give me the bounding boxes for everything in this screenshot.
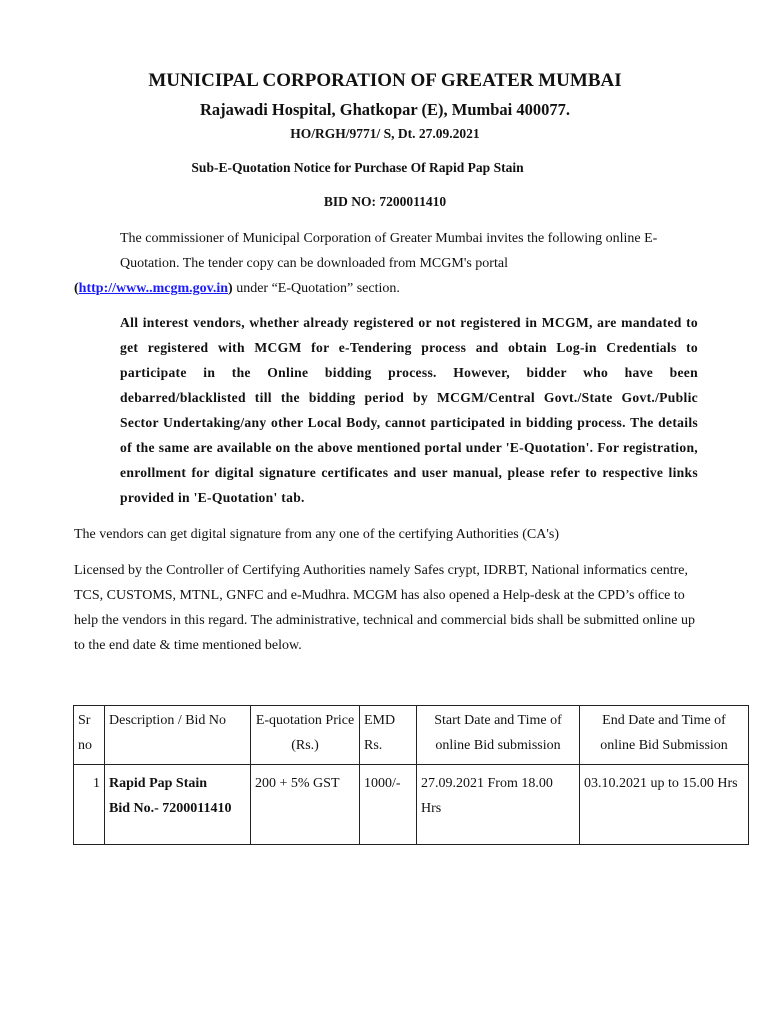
table-header-row: [74, 706, 749, 765]
intro-text: The commissioner of Municipal Corporation of Greater Mumbai invites the following online E-Quotation. The tender copy can be downloaded from MCGM's portal: [120, 231, 658, 271]
header-sr: Sr no: [74, 706, 105, 765]
certifying-authorities-paragraph: Licensed by the Controller of Certifying Authorities namely Safes crypt, IDRBT, National informatics centre, TCS, CUSTOMS, MTNL, GNFC and e-Mudhra. MCGM has also opened a Help-desk at the CPD’s office to help the vendors in this regard. The administrative, technical and commercial bids shall be submitted online up to the end date & time mentioned below.: [74, 563, 696, 653]
row-item-name: Rapid Pap Stain: [109, 776, 208, 791]
link-open-paren: (: [74, 281, 79, 296]
organization-title: MUNICIPAL CORPORATION OF GREATER MUMBAI: [148, 70, 622, 91]
registration-paragraph: [74, 310, 698, 510]
reference-number: HO/RGH/9771/ S, Dt. 27.09.2021: [290, 126, 480, 141]
header-price: E-quotation Price (Rs.): [251, 706, 360, 765]
row-sr: 1: [74, 765, 105, 845]
mcgm-portal-link[interactable]: http://www..mcgm.gov.in: [78, 281, 229, 296]
table-row: [74, 765, 749, 845]
bid-table: [73, 705, 749, 845]
link-close-paren: ): [228, 281, 233, 296]
header-start-date: Start Date and Time of online Bid submission: [417, 706, 580, 765]
intro-text-suffix: under “E-Quotation” section.: [232, 281, 400, 296]
registration-text: All interest vendors, whether already registered or not registered in MCGM, are mandated to get registered with MCGM for e-Tendering process and obtain Log-in Credentials to participate in the Online bidding process. However, bidder who have been debarred/blacklisted till the bidding period by MCGM/Central Govt./State Govt./Public Sector Undertaking/any other Local Body, cannot participated in bidding process. The details of the same are available on the above mentioned portal under 'E-Quotation'. For registration, enrollment for digital signature certificates and user manual, please refer to respective links provided in 'E-Quotation' tab.: [120, 315, 698, 505]
header-description: Description / Bid No: [105, 706, 251, 765]
hospital-address: Rajawadi Hospital, Ghatkopar (E), Mumbai 400077.: [199, 100, 571, 119]
header-emd: EMD Rs.: [360, 706, 417, 765]
row-end-date: 03.10.2021 up to 15.00 Hrs: [580, 765, 749, 845]
bid-number: BID NO: 7200011410: [323, 194, 447, 209]
row-description: [105, 765, 251, 845]
notice-subject: Sub-E-Quotation Notice for Purchase Of Rapid Pap Stain: [191, 160, 524, 175]
row-price: 200 + 5% GST: [251, 765, 360, 845]
digital-signature-paragraph: The vendors can get digital signature from any one of the certifying Authorities (CA's): [74, 527, 560, 542]
header-end-date: End Date and Time of online Bid Submission: [580, 706, 749, 765]
row-bid-number: Bid No.- 7200011410: [109, 801, 232, 816]
row-start-date: 27.09.2021 From 18.00 Hrs: [417, 765, 580, 845]
intro-paragraph: [74, 226, 698, 301]
row-emd: 1000/-: [360, 765, 417, 845]
